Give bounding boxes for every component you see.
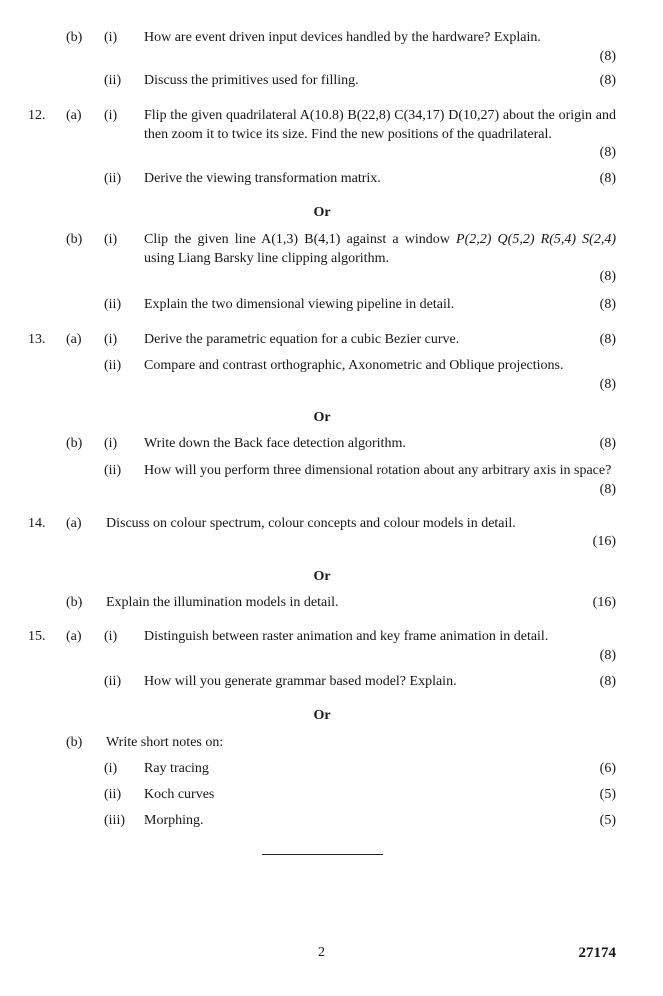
q13b-ii-label: (ii) [104,463,122,478]
paper-code: 27174 [578,945,616,961]
q12a-label: (a) [66,108,82,123]
q13b-i-marks: (8) [599,436,616,451]
q12a-i-text: Flip the given quadrilateral A(10.8) B(22,8) C(34,17) D(10,27) about the origin and then zoom it to twice its size. Find the new positions of the quadrilateral. [144,108,616,142]
q12a-i-marks: (8) [599,145,616,160]
q15a-label: (a) [66,629,82,644]
q13a-ii-label: (ii) [104,358,122,373]
q13b-i-text: Write down the Back face detection algorithm. [144,436,406,451]
q13b-label: (b) [66,436,83,451]
q15a-i-label: (i) [104,629,118,644]
q13b-ii-text: How will you perform three dimensional rotation about any arbitrary axis in space? [144,463,612,478]
q12a-ii-marks: (8) [599,171,616,186]
q12b-i-marks: (8) [599,269,616,284]
q15b-item-i-text: Ray tracing [144,761,209,776]
q14a-text: Discuss on colour spectrum, colour concepts and colour models in detail. [106,516,516,531]
q14a-marks: (16) [592,534,616,549]
q13-or: Or [313,410,331,425]
q12b-i-text [144,231,616,268]
q14-number: 14. [28,516,46,531]
q15b-item-ii-text: Koch curves [144,787,215,802]
q15b-item-iii-text: Morphing. [144,813,204,828]
end-divider [262,854,383,855]
q12a-ii-text: Derive the viewing transformation matrix. [144,171,381,186]
q13a-i-text: Derive the parametric equation for a cubic Bezier curve. [144,332,460,347]
q15-or: Or [313,708,331,723]
q13b-ii-marks: (8) [599,482,616,497]
q14a-label: (a) [66,516,82,531]
q14b-marks: (16) [592,595,616,610]
q13-number: 13. [28,332,46,347]
q12a-i-label: (i) [104,108,118,123]
q11b-i-marks: (8) [599,49,616,64]
q15-number: 15. [28,629,46,644]
q14b-label: (b) [66,595,83,610]
q15b-label: (b) [66,735,83,750]
q13a-i-marks: (8) [599,332,616,347]
q12b-ii-label: (ii) [104,297,122,312]
q15a-ii-marks: (8) [599,674,616,689]
q13a-ii-text: Compare and contrast orthographic, Axonometric and Oblique projections. [144,358,564,373]
q11b-ii-marks: (8) [599,73,616,88]
q13a-i-label: (i) [104,332,118,347]
q12b-ii-text: Explain the two dimensional viewing pipeline in detail. [144,297,455,312]
q15b-item-iii-marks: (5) [599,813,616,828]
q12b-i-label: (i) [104,232,118,247]
q12b-i-text-pre: Clip the given line A(1,3) B(4,1) against a window [144,232,457,247]
q13a-label: (a) [66,332,82,347]
q13b-i-label: (i) [104,436,118,451]
q15a-i-text: Distinguish between raster animation and key frame animation in detail. [144,629,549,644]
q15a-ii-label: (ii) [104,674,122,689]
q11b-i-label: (i) [104,30,118,45]
q12-number: 12. [28,108,46,123]
q14-or: Or [313,569,331,584]
q12b-i-window-coords: P(2,2) Q(5,2) R(5,4) S(2,4) [456,232,616,247]
q12b-i-text-post: using Liang Barsky line clipping algorithm. [144,250,389,266]
q15b-item-i-marks: (6) [599,761,616,776]
q11b-label: (b) [66,30,83,45]
page-number: 2 [318,945,325,960]
q15b-item-ii-marks: (5) [599,787,616,802]
q12b-ii-marks: (8) [599,297,616,312]
q13a-ii-marks: (8) [599,377,616,392]
q15b-item-i-label: (i) [104,761,118,776]
q15b-item-ii-label: (ii) [104,787,122,802]
q14b-text: Explain the illumination models in detail. [106,595,339,610]
q12b-label: (b) [66,232,83,247]
q11b-ii-label: (ii) [104,73,122,88]
q11b-ii-text: Discuss the primitives used for filling. [144,73,359,88]
q11b-i-text: How are event driven input devices handled by the hardware? Explain. [144,30,541,45]
q15b-text: Write short notes on: [106,735,224,750]
q15a-i-marks: (8) [599,648,616,663]
q12a-ii-label: (ii) [104,171,122,186]
q15b-item-iii-label: (iii) [104,813,125,828]
q12-or: Or [313,205,331,220]
q15a-ii-text: How will you generate grammar based model? Explain. [144,674,457,689]
